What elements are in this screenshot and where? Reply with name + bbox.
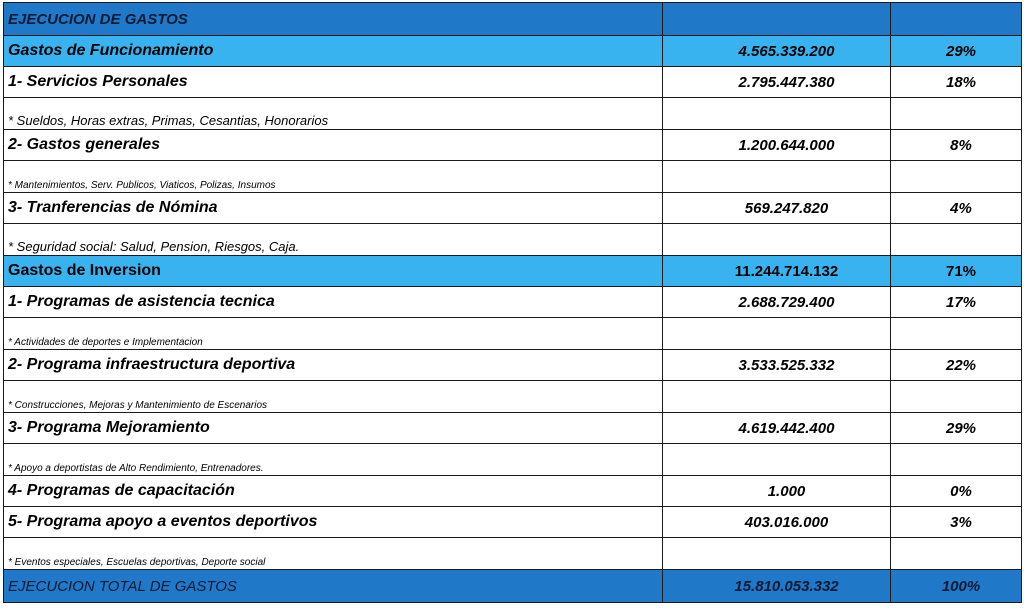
section-row-inversion	[4, 256, 1022, 287]
empty-cell	[663, 381, 891, 413]
empty-cell	[891, 224, 1022, 256]
note-row	[4, 381, 1022, 413]
item-amount: 403.016.000	[663, 507, 891, 538]
total-percent: 100%	[891, 570, 1022, 603]
section-label: Gastos de Inversion	[4, 256, 663, 287]
item-note: * Eventos especiales, Escuelas deportivas, Deporte social	[4, 538, 663, 570]
item-label: 1- Servicios Personales	[4, 67, 663, 98]
item-note: * Mantenimientos, Serv. Publicos, Viaticos, Polizas, Insumos	[4, 161, 663, 193]
table-title-empty-cell	[891, 3, 1022, 36]
note-row	[4, 161, 1022, 193]
section-row-funcionamiento	[4, 36, 1022, 67]
total-label: EJECUCION TOTAL DE GASTOS	[4, 570, 663, 603]
item-amount: 2.688.729.400	[663, 287, 891, 318]
item-label: 3- Tranferencias de Nómina	[4, 193, 663, 224]
item-percent: 17%	[891, 287, 1022, 318]
item-note: * Actividades de deportes e Implementacion	[4, 318, 663, 350]
empty-cell	[891, 161, 1022, 193]
note-row	[4, 538, 1022, 570]
empty-cell	[663, 161, 891, 193]
section-amount: 4.565.339.200	[663, 36, 891, 67]
item-percent: 29%	[891, 413, 1022, 444]
section-amount: 11.244.714.132	[663, 256, 891, 287]
item-amount: 1.200.644.000	[663, 130, 891, 161]
empty-cell	[663, 444, 891, 476]
item-note: * Sueldos, Horas extras, Primas, Cesantias, Honorarios	[4, 98, 663, 130]
item-percent: 18%	[891, 67, 1022, 98]
expense-table	[3, 2, 1022, 603]
item-percent: 3%	[891, 507, 1022, 538]
table-row	[4, 507, 1022, 538]
item-note: * Seguridad social: Salud, Pension, Riesgos, Caja.	[4, 224, 663, 256]
note-row	[4, 318, 1022, 350]
item-label: 2- Gastos generales	[4, 130, 663, 161]
item-percent: 22%	[891, 350, 1022, 381]
empty-cell	[891, 318, 1022, 350]
table-title-row	[4, 3, 1022, 36]
expense-table-sheet	[3, 2, 1021, 606]
empty-cell	[663, 98, 891, 130]
item-label: 4- Programas de capacitación	[4, 476, 663, 507]
item-label: 3- Programa Mejoramiento	[4, 413, 663, 444]
item-percent: 4%	[891, 193, 1022, 224]
item-amount: 3.533.525.332	[663, 350, 891, 381]
section-percent: 71%	[891, 256, 1022, 287]
table-row	[4, 350, 1022, 381]
empty-cell	[891, 444, 1022, 476]
item-amount: 4.619.442.400	[663, 413, 891, 444]
total-amount: 15.810.053.332	[663, 570, 891, 603]
item-percent: 8%	[891, 130, 1022, 161]
item-amount: 2.795.447.380	[663, 67, 891, 98]
item-label: 1- Programas de asistencia tecnica	[4, 287, 663, 318]
table-row	[4, 193, 1022, 224]
item-note: * Apoyo a deportistas de Alto Rendimiento, Entrenadores.	[4, 444, 663, 476]
note-row	[4, 444, 1022, 476]
table-row	[4, 476, 1022, 507]
note-row	[4, 224, 1022, 256]
empty-cell	[663, 318, 891, 350]
item-percent: 0%	[891, 476, 1022, 507]
table-title: EJECUCION DE GASTOS	[4, 3, 663, 36]
empty-cell	[663, 224, 891, 256]
section-label: Gastos de Funcionamiento	[4, 36, 663, 67]
section-percent: 29%	[891, 36, 1022, 67]
item-label: 2- Programa infraestructura deportiva	[4, 350, 663, 381]
table-row	[4, 130, 1022, 161]
table-row	[4, 67, 1022, 98]
note-row	[4, 98, 1022, 130]
item-amount: 1.000	[663, 476, 891, 507]
table-row	[4, 287, 1022, 318]
item-note: * Construcciones, Mejoras y Mantenimiento de Escenarios	[4, 381, 663, 413]
item-amount: 569.247.820	[663, 193, 891, 224]
empty-cell	[891, 538, 1022, 570]
empty-cell	[663, 538, 891, 570]
item-label: 5- Programa apoyo a eventos deportivos	[4, 507, 663, 538]
table-title-empty-cell	[663, 3, 891, 36]
empty-cell	[891, 381, 1022, 413]
empty-cell	[891, 98, 1022, 130]
total-row	[4, 570, 1022, 603]
table-row	[4, 413, 1022, 444]
